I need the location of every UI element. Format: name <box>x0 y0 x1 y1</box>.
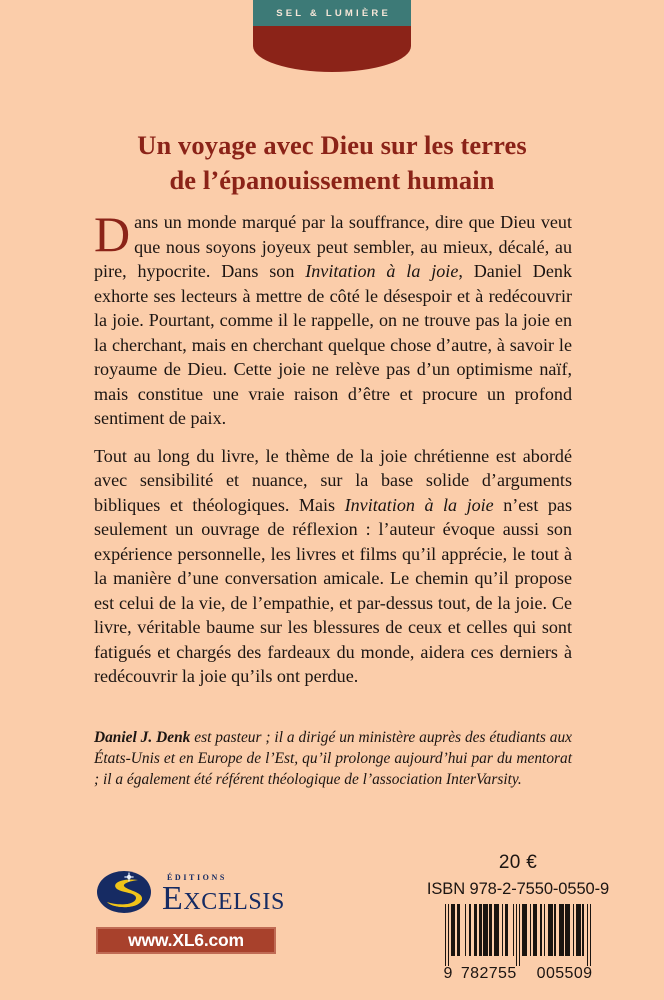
publisher-name: Excelsis <box>162 879 285 917</box>
price-label: 20 € <box>498 852 538 873</box>
title-line-1: Un voyage avec Dieu sur les terres <box>137 130 527 160</box>
banner-teal-strip <box>253 0 411 26</box>
collection-label: SEL & LUMIÈRE <box>276 7 391 19</box>
publisher-logo-row <box>96 866 396 918</box>
back-cover-blurb <box>94 206 572 689</box>
barcode-group-1: 782755 <box>460 965 517 982</box>
publisher-block <box>96 866 396 954</box>
barcode <box>408 904 628 982</box>
blurb-p1-text-a: ans un monde marqué par la souffrance, dire que Dieu veut que nous soyons joyeux peut sembler, au mieux, décalé, au pire, hypocrite. Dans son <box>94 212 572 282</box>
page-title <box>60 128 604 198</box>
blurb-p2-text-b: n’est pas seulement un ouvrage de réflexion : l’auteur évoque aussi son expérience personnelle, les livres et films qu’il apprécie, le tout à la manière d’une conversation amicale. Le chemin qu’il propose est celui de la vie, de l’empathie, et par-dessus tout, de la joie. Ce livre, véritable baume sur les blessures de ceux et celles qui sont fatigués et chargés des fardeaux du monde, aidera ces derniers à redécouvrir la joie qu’ils ont perdue. <box>94 494 572 687</box>
barcode-lead-digit: 9 <box>443 965 453 982</box>
excelsis-logo-icon <box>96 868 152 916</box>
blurb-p2-text-a: Tout au long du livre, le thème de la joie chrétienne est abordé avec sensibilité et nuance, sur la base solide d’arguments bibliques et théologiques. Mais <box>94 445 572 515</box>
blurb-paragraph-2 <box>94 444 572 689</box>
publisher-website-label: www.XL6.com <box>128 930 244 950</box>
barcode-group-2: 005509 <box>536 965 593 982</box>
commerce-block <box>408 852 628 982</box>
publisher-prefix: ÉDITIONS <box>167 872 227 882</box>
blurb-p1-book-title: Invitation à la joie <box>305 261 459 282</box>
collection-banner <box>253 0 411 72</box>
author-bio-text: est pasteur ; il a dirigé un ministère auprès des étudiants aux États-Unis et en Europe de l’Est, qu’il prolonge aujourd’hui par du mentorat ; il a également été référent théologique de l’association InterVarsity. <box>94 729 572 788</box>
author-name: Daniel J. Denk <box>94 729 191 746</box>
author-bio <box>94 728 572 791</box>
isbn-label: ISBN 978-2-7550-0550-9 <box>426 880 610 898</box>
publisher-website-badge[interactable] <box>96 927 276 954</box>
title-line-2: de l’épanouissement humain <box>169 165 495 196</box>
barcode-digits <box>408 965 628 983</box>
blurb-p1-text-b: , Daniel Denk exhorte ses lecteurs à mettre de côté le désespoir et à redécouvrir la joie. Pourtant, comme il le rappelle, on ne trouve pas la joie en la cherchant, mais en cherchant quelque chose d’autre, à savoir le royaume de Dieu. Cette joie ne relève pas d’un optimisme naïf, mais constitue une vraie raison d’être et procure un profond sentiment de paix. <box>94 261 572 429</box>
blurb-paragraph-1 <box>94 206 572 431</box>
blurb-p2-book-title: Invitation à la joie <box>344 494 494 515</box>
barcode-bars <box>408 904 628 966</box>
publisher-wordmark <box>162 870 285 917</box>
drop-cap: D <box>94 206 131 262</box>
